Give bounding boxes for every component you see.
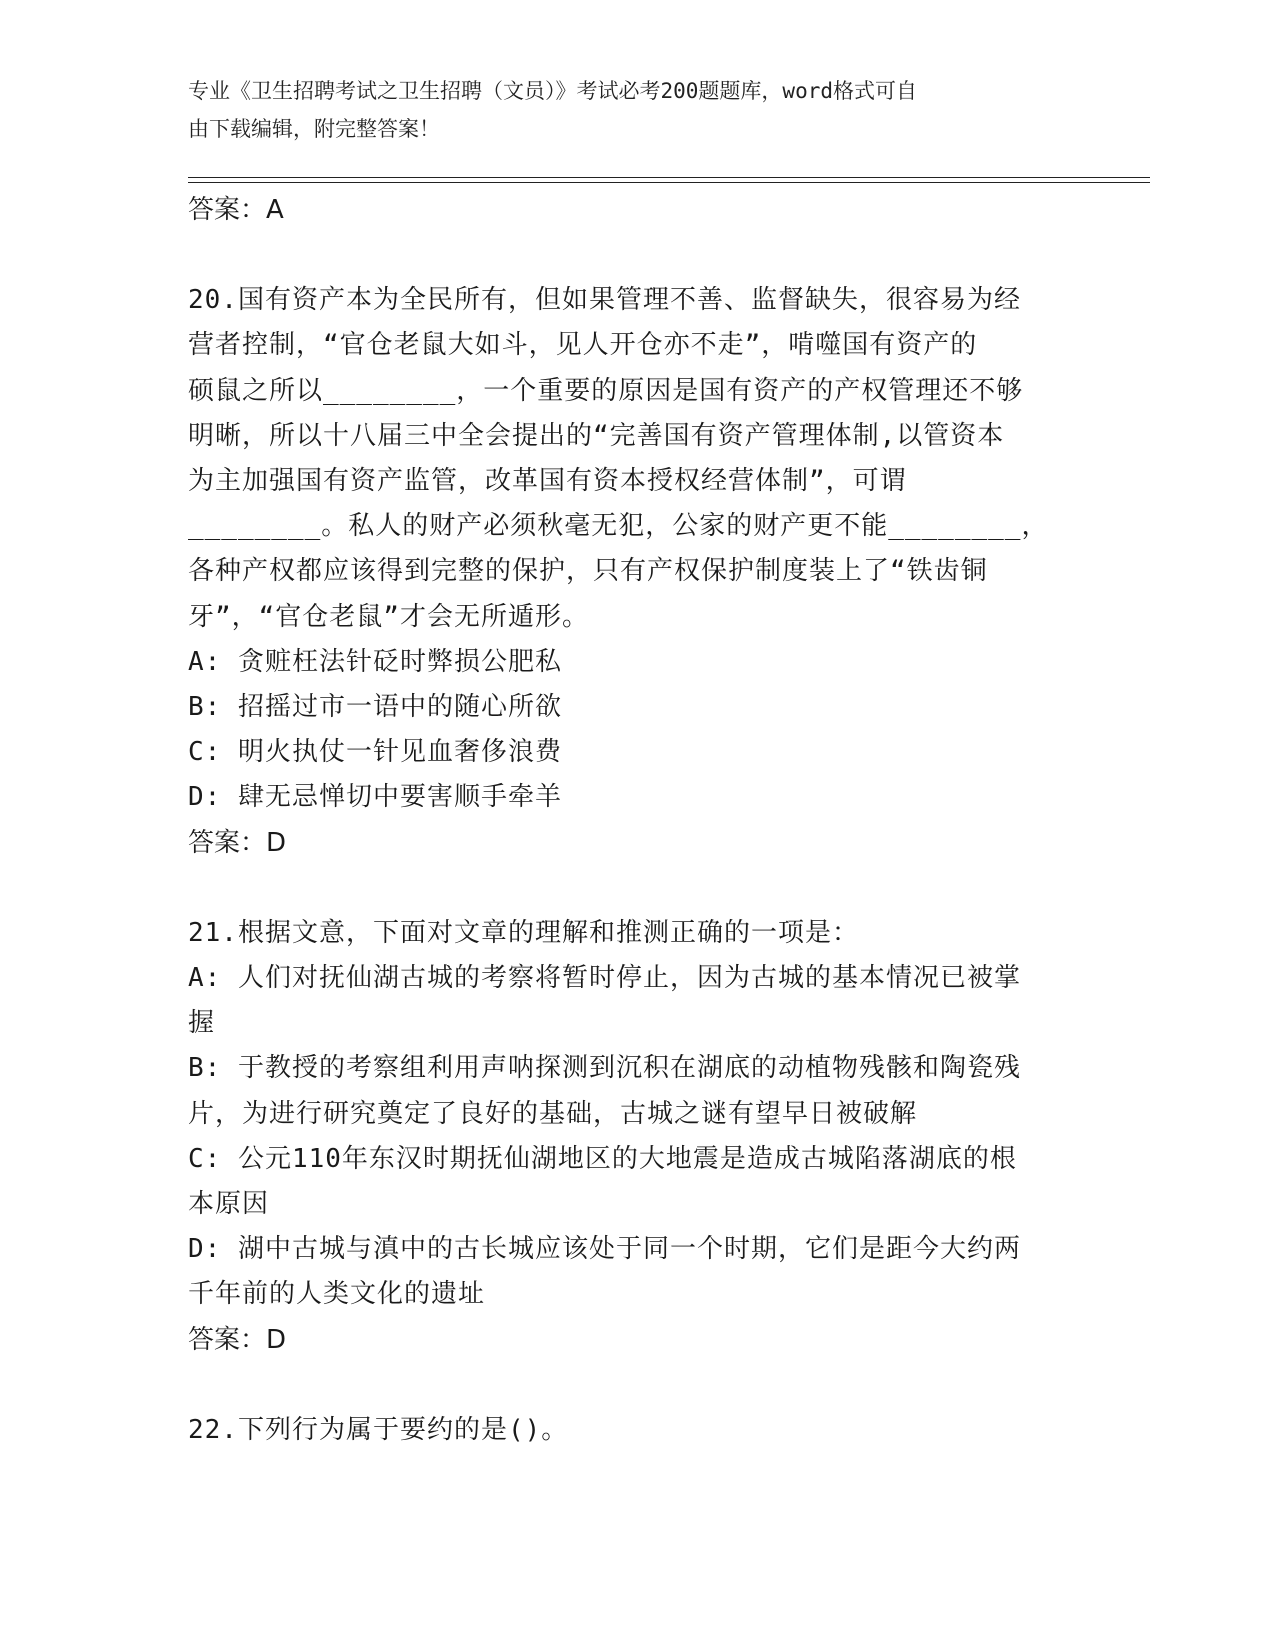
question-20-line: 牙”，“官仓老鼠”才会无所遁形。 [188, 601, 589, 632]
question-21-stem: 21.根据文意，下面对文章的理解和推测正确的一项是： [188, 917, 859, 948]
header-rule-bottom [188, 182, 1150, 183]
question-21-option-line: 千年前的人类文化的遗址 [188, 1279, 486, 1310]
question-21-option-line: 本原因 [188, 1189, 270, 1220]
question-20-line: 明晰，所以十八届三中全会提出的“完善国有资产管理体制,以管资本 [188, 420, 1005, 451]
question-20-option-c: C: 明火执仗一针见血奢侈浪费 [188, 737, 562, 768]
question-20-line: 营者控制，“官仓老鼠大如斗，见人开仓亦不走”，啃噬国有资产的 [188, 330, 978, 361]
question-21-answer: 答案：D [188, 1324, 287, 1355]
answer-previous: 答案：A [188, 195, 284, 225]
question-20 [188, 278, 1088, 866]
question-20-option-a: A: 贪赃枉法针砭时弊损公肥私 [188, 646, 562, 677]
header-line-1: 专业《卫生招聘考试之卫生招聘（文员）》考试必考200题题库，word格式可自 [188, 79, 917, 103]
document-body [188, 188, 1088, 1453]
question-21-option-line: 片，为进行研究奠定了良好的基础，古城之谜有望早日被破解 [188, 1098, 918, 1129]
question-21-option-line: D: 湖中古城与滇中的古长城应该处于同一个时期，它们是距今大约两 [188, 1234, 1021, 1265]
document-header [188, 72, 1068, 148]
question-21-option-line: A: 人们对抚仙湖古城的考察将暂时停止，因为古城的基本情况已被掌 [188, 963, 1021, 994]
question-21 [188, 911, 1088, 1363]
question-20-option-b: B: 招摇过市一语中的随心所欲 [188, 692, 562, 723]
question-21-option-line: C: 公元110年东汉时期抚仙湖地区的大地震是造成古城陷落湖底的根 [188, 1143, 1017, 1174]
question-21-option-line: 握 [188, 1008, 216, 1039]
question-22 [188, 1408, 1088, 1453]
question-20-line: 各种产权都应该得到完整的保护，只有产权保护制度装上了“铁齿铜 [188, 556, 988, 587]
header-line-2: 由下载编辑，附完整答案！ [188, 117, 440, 141]
question-20-line: ________。私人的财产必须秋毫无犯，公家的财产更不能________， [188, 511, 1049, 542]
question-22-stem: 22.下列行为属于要约的是()。 [188, 1414, 569, 1445]
question-20-line: 为主加强国有资产监管，改革国有资本授权经营体制”，可谓 [188, 466, 907, 497]
header-rule-top [188, 177, 1150, 178]
question-20-option-d: D: 肆无忌惮切中要害顺手牵羊 [188, 782, 562, 813]
question-20-line: 20.国有资产本为全民所有，但如果管理不善、监督缺失，很容易为经 [188, 285, 1021, 316]
question-20-answer: 答案：D [188, 827, 287, 858]
question-20-line: 硕鼠之所以________，一个重要的原因是国有资产的产权管理还不够 [188, 375, 1024, 406]
question-21-option-line: B: 于教授的考察组利用声呐探测到沉积在湖底的动植物残骸和陶瓷残 [188, 1053, 1021, 1084]
